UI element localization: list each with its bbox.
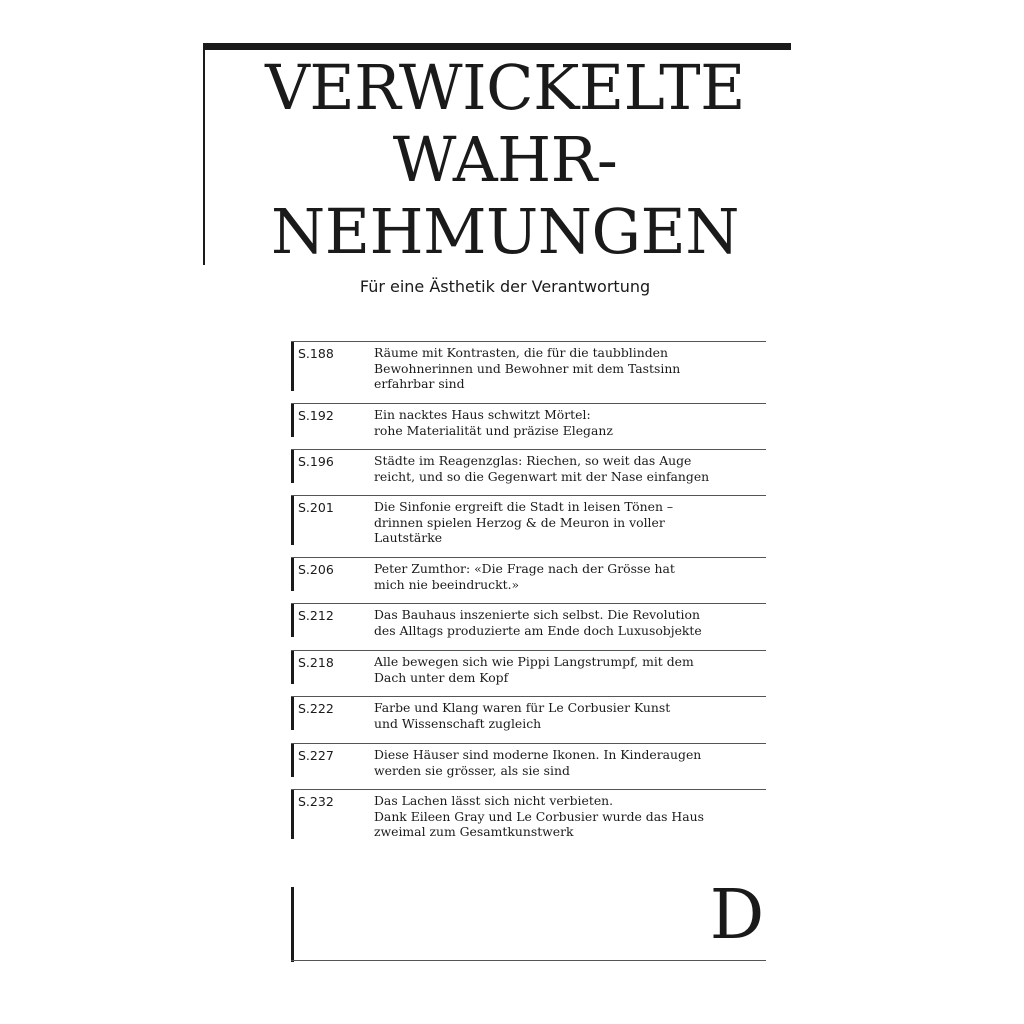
toc-entry-title: Alle bewegen sich wie Pippi Langstrumpf, mit dem Dach unter dem Kopf	[374, 654, 694, 685]
toc-entry[interactable]	[291, 495, 766, 558]
footer-rule	[291, 960, 766, 961]
toc-page-number: S.232	[298, 794, 334, 809]
title-line-3: NEHMUNGEN	[270, 195, 740, 268]
toc-page-number: S.201	[298, 500, 334, 515]
toc-entry[interactable]	[291, 557, 766, 604]
title-line-2: WAHR-	[392, 123, 618, 196]
toc-entry[interactable]	[291, 696, 766, 744]
toc-entry-marker	[291, 697, 294, 730]
header-top-rule	[203, 43, 791, 50]
toc-entry-title: Städte im Reagenzglas: Riechen, so weit das Auge reicht, und so die Gegenwart mit der Nase einfangen	[374, 453, 710, 484]
toc-page-number: S.196	[298, 454, 334, 469]
toc-entry-title: Das Lachen lässt sich nicht verbieten. Dank Eileen Gray und Le Corbusier wurde das Haus zweimal zum Gesamtkunstwerk	[374, 793, 704, 839]
toc-entry-marker	[291, 342, 294, 391]
toc-entry-marker	[291, 450, 294, 483]
toc-entry-marker	[291, 496, 294, 545]
page-subtitle: Für eine Ästhetik der Verantwortung	[359, 277, 651, 296]
toc-page-number: S.222	[298, 701, 334, 716]
toc-entry[interactable]	[291, 789, 766, 842]
toc-page-number: S.218	[298, 655, 334, 670]
footer-marker	[291, 887, 294, 962]
toc-entry-title: Ein nacktes Haus schwitzt Mörtel: rohe Materialität und präzise Eleganz	[374, 407, 613, 438]
toc-entry[interactable]	[291, 449, 766, 496]
toc-entry-marker	[291, 558, 294, 591]
toc-entry[interactable]	[291, 403, 766, 450]
toc-entry-title: Das Bauhaus inszenierte sich selbst. Die Revolution des Alltags produzierte am Ende doch Luxusobjekte	[374, 607, 702, 638]
toc-entry-title: Die Sinfonie ergreift die Stadt in leisen Tönen – drinnen spielen Herzog & de Meuron in voller Lautstärke	[374, 499, 674, 545]
toc-entry[interactable]	[291, 743, 766, 790]
toc-page-number: S.192	[298, 408, 334, 423]
toc-entry-title: Diese Häuser sind moderne Ikonen. In Kinderaugen werden sie grösser, als sie sind	[374, 747, 702, 778]
toc-entry-title: Farbe und Klang waren für Le Corbusier Kunst und Wissenschaft zugleich	[374, 700, 671, 731]
toc-entry-marker	[291, 744, 294, 777]
toc-entry[interactable]	[291, 603, 766, 651]
title-line-1: VERWICKELTE	[265, 51, 745, 124]
toc-page-number: S.188	[298, 346, 334, 361]
toc-entry-title: Räume mit Kontrasten, die für die taubblinden Bewohnerinnen und Bewohner mit dem Tastsinn erfahrbar sind	[374, 345, 681, 391]
toc-page-number: S.206	[298, 562, 334, 577]
toc-entry-title: Peter Zumthor: «Die Frage nach der Grösse hat mich nie beeindruckt.»	[374, 561, 675, 592]
toc-entry[interactable]	[291, 341, 766, 404]
page-title	[205, 52, 805, 268]
toc-entry[interactable]	[291, 650, 766, 697]
toc-page-number: S.227	[298, 748, 334, 763]
toc-entry-marker	[291, 790, 294, 839]
toc-entry-marker	[291, 404, 294, 437]
toc-entry-marker	[291, 604, 294, 637]
publisher-logo: D	[709, 876, 765, 955]
toc-entry-marker	[291, 651, 294, 684]
toc-page-number: S.212	[298, 608, 334, 623]
